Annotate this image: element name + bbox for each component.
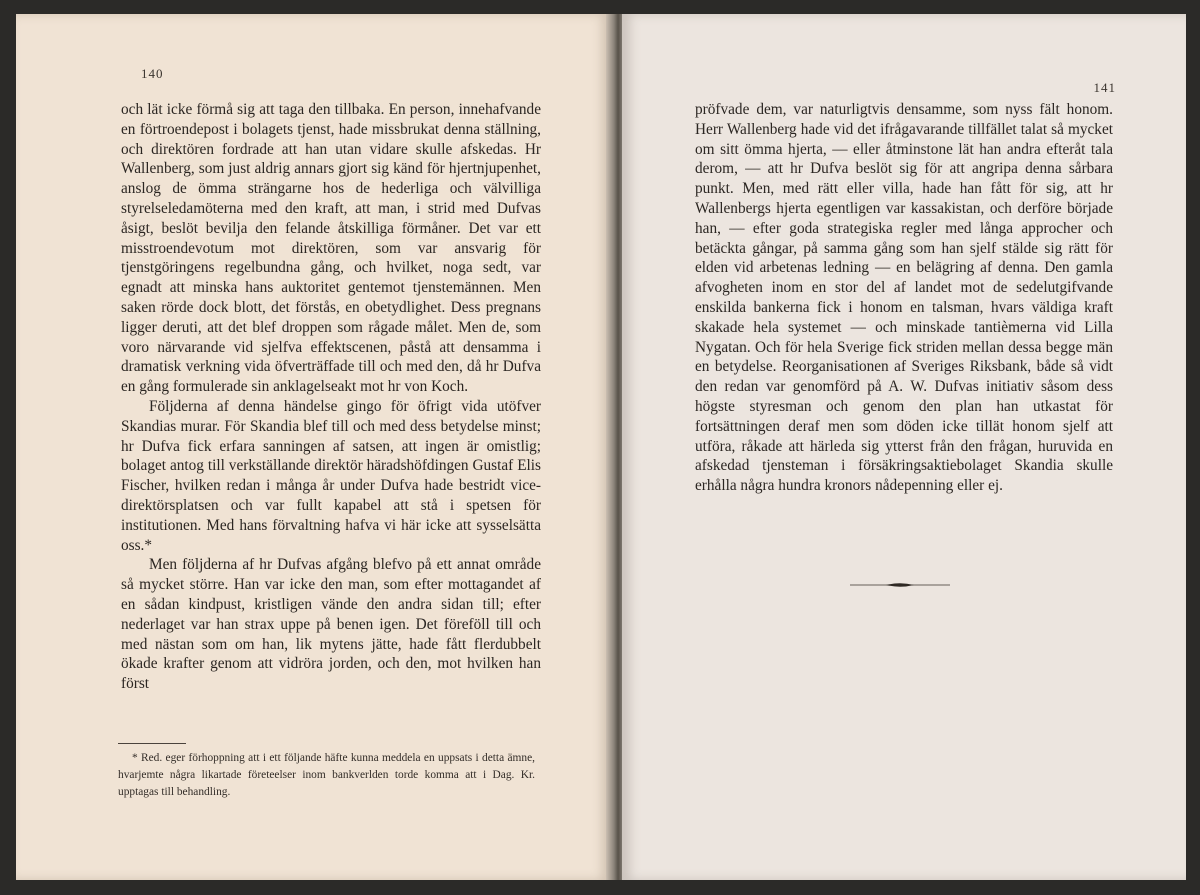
footnote — [118, 750, 535, 801]
paragraph: och lät icke förmå sig att taga den tillbaka. En person, innehafvande en förtroendepost i bolagets tjenst, hade missbrukat denna ställning, och direktören fordrade att han utan vidare skulle afskedas. Hr Wallenberg, som just aldrig annars gjort sig känd för hjertnjupenhet, anslog de ömma strängarne hos de hederliga och välvilliga styrelseledamöterna med den kraft, att man, i strid med Dufvas åsigt, beslöt bevilja den felande åtskilliga förmåner. Det var ett misstroendevotum mot direktören, som var ansvarig för tjenstgöringens regelbundna gång, och hvilket, noga sedt, var egnadt att minska hans auktoritet gentemot tjenstemännen. Men saken rörde dock blott, det förstås, en obetydlighet. Dess pregnans ligger deruti, att det blef droppen som rågade målet. Men de, som voro närvarande vid sjelfva effektscenen, påstå att densamma i dramatisk verkning vida öfverträffade till och med den, då hr Dufva en gång formulerade sin anklagelseakt mot hr von Koch. — [121, 101, 541, 396]
right-page — [622, 14, 1186, 880]
book-spread — [16, 14, 1186, 880]
right-page-body — [695, 100, 1113, 496]
footnote-divider — [118, 743, 186, 744]
left-page-body — [121, 100, 541, 694]
page-number-right: 141 — [1093, 80, 1116, 95]
page-number-left: 140 — [141, 66, 164, 81]
paragraph: Men följderna af hr Dufvas afgång blefvo på ett annat område så mycket större. Han var icke den man, som efter mottagandet af en sådan kindpust, kristligen vände den andra sidan till; efter nederlaget var han strax uppe på benen igen. Det föreföll till och med nästan som om han, lik mytens jätte, hade fått flerdubbelt ökade krafter genom att vidröra jorden, och den, mot hvilken han först — [121, 556, 541, 693]
paragraph: Följderna af denna händelse gingo för öfrigt vida utöfver Skandias murar. För Skandia blef till och med dess betydelse minst; hr Dufva fick erfara sanningen af satsen, att ingen är omistlig; bolaget antog till verkställande direktör häradshöfdingen Gustaf Elis Fischer, hvilken redan i många år under Dufva hade bestridt vice-direktörsplatsen och var fullt kapabel att stå i spetsen för institutionen. Med hans förvaltning hafva vi här icke att sysselsätta oss.* — [121, 397, 541, 554]
ornament-divider-icon — [850, 582, 950, 588]
left-page — [16, 14, 608, 880]
footnote-text: * Red. eger förhoppning att i ett följande häfte kunna meddela en uppsats i detta ämne, hvarjemte några likartade företeelser inom bankverlden torde komma att i Dag. Kr. upptagas till behandling. — [118, 752, 535, 798]
paragraph: pröfvade dem, var naturligtvis densamme, som nyss fält honom. Herr Wallenberg hade vid det ifrågavarande tillfället talat så mycket om sitt ömma hjerta, — eller åtminstone lät han andra efteråt tala derom, — att hr Dufva beslöt sig för att angripa denna sårbara punkt. Men, med rätt eller villa, hade han fått för sig, att hr Wallenbergs hjerta egentligen var kassakistan, och derföre började han, — efter goda strategiska regler med långa approcher och betäckta gångar, på samma gång som han sjelf stälde sig rätt för elden vid arbetenas ledning — en belägring af denna. Den gamla afvogheten inom en stor del af landet mot de sedelutgifvande enskilda bankerna fick i honom en talsman, hvars väldiga kraft skakade hela systemet — och minskade tantièmerna vid Lilla Nygatan. Och för hela Sverige fick striden mellan dessa begge män en betydelse. Reorganisationen af Sveriges Riksbank, både så vidt den redan var genomförd på A. W. Dufvas initiativ såsom dess högste styresman och genom den plan han utkastat för fortsättningen deraf men som döden icke tillät honom sjelf att utföra, råkade att härleda sig ytterst från den frågan, huruvida en afskedad tjensteman i försäkringsaktiebolaget Skandia skulle erhålla några hundra kronors nådepenning eller ej. — [695, 101, 1113, 495]
